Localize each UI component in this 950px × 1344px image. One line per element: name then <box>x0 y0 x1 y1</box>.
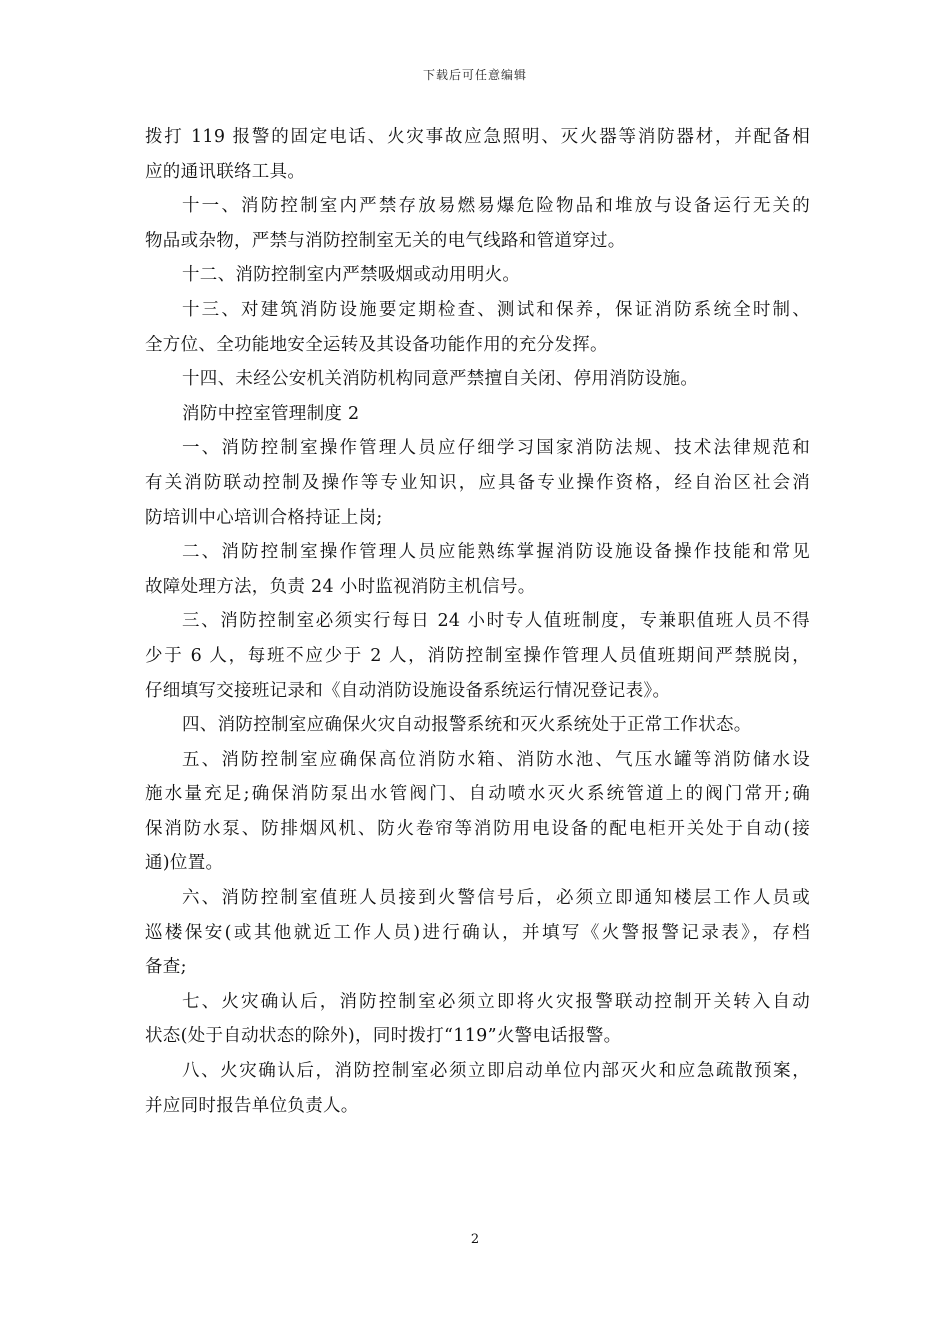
paragraph-line: 四、消防控制室应确保火灾自动报警系统和灭火系统处于正常工作状态。 <box>182 715 752 736</box>
paragraph-line: 防培训中心培训合格持证上岗; <box>145 507 383 528</box>
section-title: 消防中控室管理制度 2 <box>182 403 360 424</box>
paragraph-line: 少于 6 人，每班不应少于 2 人，消防控制室操作管理人员值班期间严禁脱岗， <box>145 645 810 666</box>
paragraph-line: 并应同时报告单位负责人。 <box>145 1095 359 1116</box>
paragraph-line: 十一、消防控制室内严禁存放易燃易爆危险物品和堆放与设备运行无关的 <box>182 196 810 217</box>
paragraph-line: 施水量充足;确保消防泵出水管阀门、自动喷水灭火系统管道上的阀门常开;确 <box>145 784 810 805</box>
paragraph-line: 十三、对建筑消防设施要定期检查、测试和保养，保证消防系统全时制、 <box>182 299 810 320</box>
page-header: 下载后可任意编辑 <box>422 68 527 82</box>
page-number: 2 <box>470 1232 480 1247</box>
paragraph-line: 状态(处于自动状态的除外)，同时拨打“119”火警电话报警。 <box>145 1026 622 1047</box>
paragraph-line: 仔细填写交接班记录和《自动消防设施设备系统运行情况登记表》。 <box>145 680 671 701</box>
paragraph-line: 五、消防控制室应确保高位消防水箱、消防水池、气压水罐等消防储水设 <box>182 749 810 770</box>
paragraph-line: 七、火灾确认后，消防控制室必须立即将火灾报警联动控制开关转入自动 <box>182 991 810 1012</box>
paragraph-line: 二、消防控制室操作管理人员应能熟练掌握消防设施设备操作技能和常见 <box>182 542 810 563</box>
paragraph-line: 巡楼保安(或其他就近工作人员)进行确认，并填写《火警报警记录表》，存档 <box>145 922 810 943</box>
paragraph-line: 一、消防控制室操作管理人员应仔细学习国家消防法规、技术法律规范和 <box>182 438 810 459</box>
paragraph-line: 应的通讯联络工具。 <box>145 161 306 182</box>
paragraph-line: 保消防水泵、防排烟风机、防火卷帘等消防用电设备的配电柜开关处于自动(接 <box>145 818 810 839</box>
paragraph-line: 通)位置。 <box>145 853 224 874</box>
paragraph-line: 故障处理方法，负责 24 小时监视消防主机信号。 <box>145 576 536 597</box>
paragraph-line: 有关消防联动控制及操作等专业知识，应具备专业操作资格，经自治区社会消 <box>145 472 810 493</box>
paragraph-line: 十四、未经公安机关消防机构同意严禁擅自关闭、停用消防设施。 <box>182 369 699 390</box>
paragraph-line: 三、消防控制室必须实行每日 24 小时专人值班制度，专兼职值班人员不得 <box>182 611 810 632</box>
paragraph-line: 全方位、全功能地安全运转及其设备功能作用的充分发挥。 <box>145 334 608 355</box>
paragraph-line: 六、消防控制室值班人员接到火警信号后，必须立即通知楼层工作人员或 <box>182 888 810 909</box>
paragraph-line: 物品或杂物，严禁与消防控制室无关的电气线路和管道穿过。 <box>145 230 626 251</box>
document-body <box>145 120 810 1123</box>
paragraph-line: 八、火灾确认后，消防控制室必须立即启动单位内部灭火和应急疏散预案， <box>182 1061 810 1082</box>
paragraph-line: 拨打 119 报警的固定电话、火灾事故应急照明、灭火器等消防器材，并配备相 <box>145 127 810 147</box>
paragraph-line: 十二、消防控制室内严禁吸烟或动用明火。 <box>182 265 521 286</box>
paragraph-line: 备查; <box>145 957 187 978</box>
